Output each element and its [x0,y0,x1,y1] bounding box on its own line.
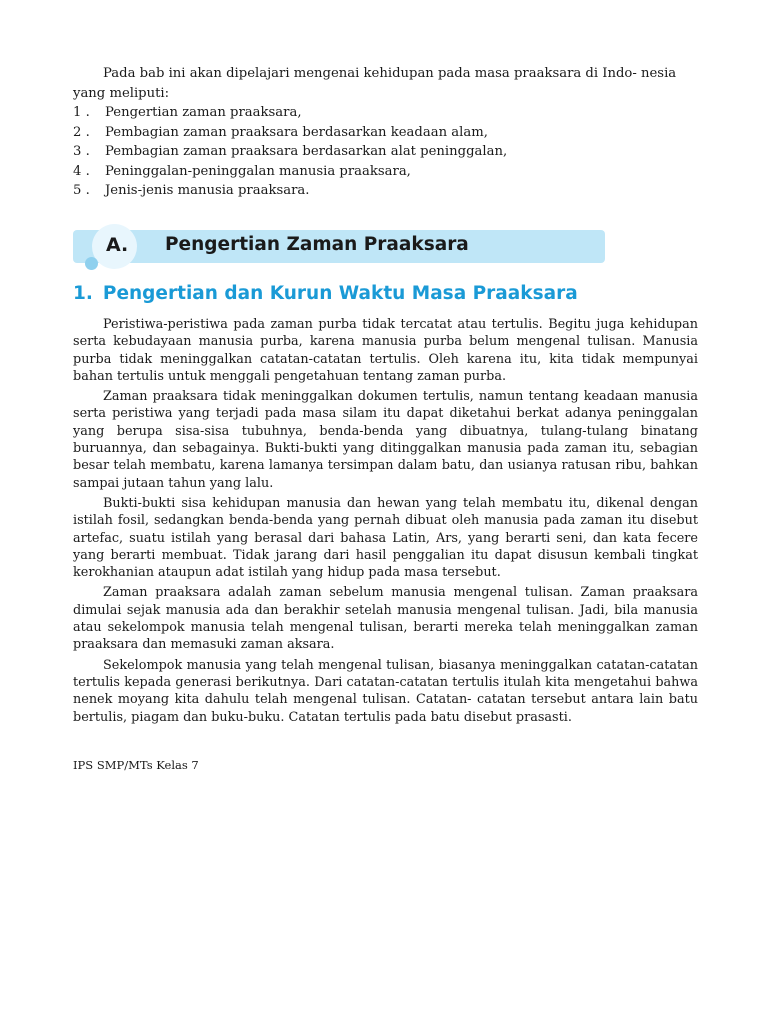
topic-number: 4 . [73,163,90,179]
paragraph: Sekelompok manusia yang telah mengenal tulisan, biasanya meninggalkan catatan-catatan tertulis kepada generasi berikutnya. Dari catatan-catatan tertulis itulah kita mengetahui bahwa nenek moyang kita dahulu telah mengenal tulisan. Catatan- catatan tersebut antara lain batu bertulis, piagam dan buku-buku. Catatan tertulis pada batu disebut prasasti. [73,657,698,725]
intro-block [73,64,698,201]
paragraph: Peristiwa-peristiwa pada zaman purba tidak tercatat atau tertulis. Begitu juga kehidupan serta kebudayaan manusia purba, karena manusia purba belum mengenal tulisan. Manusia purba tidak meninggalkan catatan-catatan tertulis. Oleh karena itu, kita tidak mempunyai bahan tertulis untuk menggali pengetahuan tentang zaman purba. [73,317,698,384]
topic-text: Peninggalan-peninggalan manusia praaksara, [105,163,411,179]
body-text [73,316,698,729]
topic-text: Pembagian zaman praaksara berdasarkan alat peninggalan, [105,144,508,159]
topic-text: Pembagian zaman praaksara berdasarkan keadaan alam, [105,124,488,140]
subsection-title: Pengertian dan Kurun Waktu Masa Praaksara [102,283,578,304]
page-footer: IPS SMP/MTs Kelas 7 [73,758,199,772]
topic-list [73,103,698,201]
topic-number: 5 . [73,183,90,198]
topic-number: 3 . [73,144,90,159]
topic-item [73,162,698,182]
topic-number: 1 . [73,105,90,120]
section-letter: A. [106,234,129,256]
topic-item [73,123,698,143]
topic-item [73,103,698,123]
subsection-number: 1. [73,283,93,304]
topic-item [73,142,698,162]
section-title: Pengertian Zaman Praaksara [165,234,469,255]
intro-lead: Pada bab ini akan dipelajari mengenai kehidupan pada masa praaksara di Indo- nesia yang meliputi: [73,66,677,101]
subsection-heading [73,283,578,304]
paragraph: Zaman praaksara tidak meninggalkan dokumen tertulis, namun tentang keadaan manusia serta peristiwa yang terjadi pada masa silam itu dapat diketahui berkat adanya peninggalan yang berupa sisa-sisa tubuhnya, benda-benda yang dibuatnya, tulang-tulang binatang buruannya, dan sebagainya. Bukti-bukti yang ditinggalkan manusia pada zaman itu, sebagian besar telah membatu, karena lamanya tersimpan dalam batu, dan usianya ratusan ribu, bahkan sampai jutaan tahun yang lalu. [73,389,698,491]
topic-item [73,181,698,201]
topic-text: Pengertian zaman praaksara, [105,105,302,120]
decorative-dot [85,257,98,270]
topic-number: 2 . [73,124,90,140]
topic-text: Jenis-jenis manusia praaksara. [105,183,310,198]
paragraph: Zaman praaksara adalah zaman sebelum manusia mengenal tulisan. Zaman praaksara dimulai sejak manusia ada dan berakhir setelah manusia mengenal tulisan. Jadi, bila manusia atau sekelompok manusia telah mengenal tulisan, berarti mereka telah meninggalkan zaman praaksara dan memasuki zaman aksara. [73,585,698,653]
paragraph: Bukti-bukti sisa kehidupan manusia dan hewan yang telah membatu itu, dikenal dengan istilah fosil, sedangkan benda-benda yang pernah dibuat oleh manusia pada zaman itu disebut artefac, suatu istilah yang berasal dari bahasa Latin, Ars, yang berarti seni, dan kata fecere yang berarti membuat. Tidak jarang dari hasil penggalian itu dapat disusun kembali tingkat kerokhanian ataupun adat istilah yang hidup pada masa tersebut. [73,495,698,581]
